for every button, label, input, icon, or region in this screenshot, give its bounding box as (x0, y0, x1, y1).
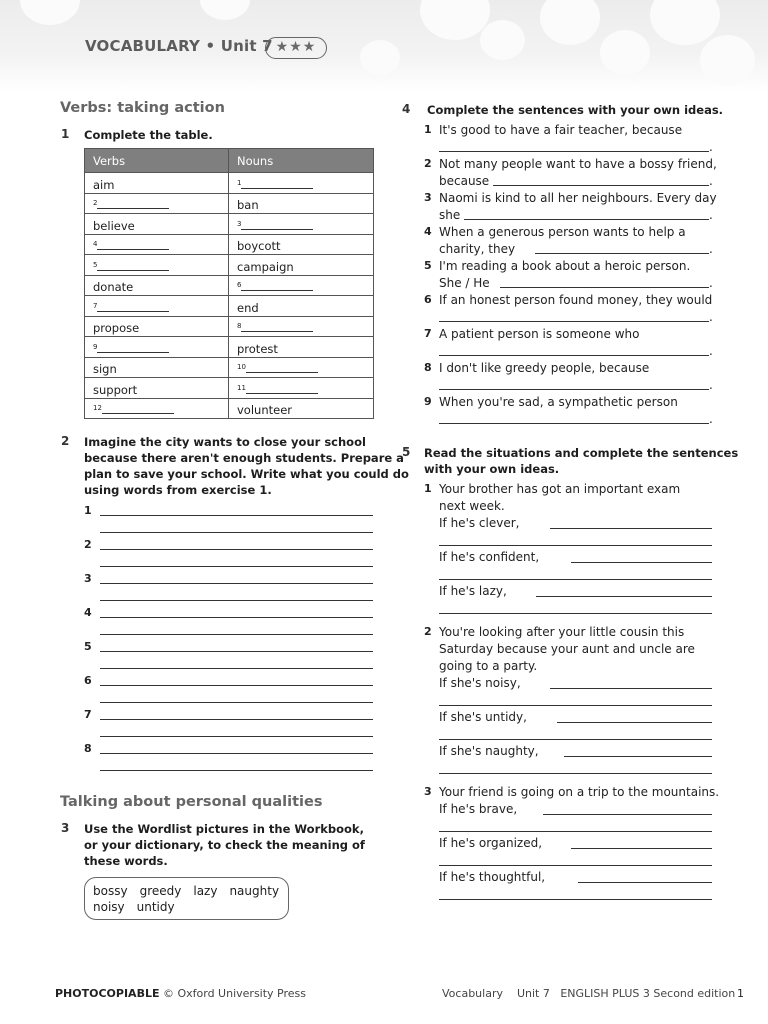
item-text: When you're sad, a sympathetic person (439, 395, 678, 409)
verb-text: donate (93, 280, 134, 294)
answer-blank[interactable] (97, 239, 169, 250)
blank-number: 11 (237, 383, 246, 392)
situation-number: 2 (424, 625, 432, 638)
blank-number: 12 (93, 404, 102, 412)
unit-title: VOCABULARY • Unit 7 (85, 37, 273, 55)
exercise-1-instruction: Complete the table. (84, 128, 213, 142)
answer-line[interactable] (100, 532, 373, 533)
item-number: 1 (424, 123, 432, 136)
answer-blank[interactable] (241, 219, 313, 230)
situation-text: Your brother has got an important exam (439, 482, 681, 496)
item-text: charity, they (439, 242, 516, 256)
exercise-5-instruction: Read the situations and complete the sentences with your own ideas. (424, 446, 739, 476)
situation-text: Your friend is going on a trip to the mountains. (439, 785, 720, 799)
answer-blank[interactable] (241, 321, 313, 332)
item-text: Naomi is kind to all her neighbours. Every day (439, 191, 717, 205)
blank-number: 2 (93, 199, 98, 207)
verb-cell (85, 214, 229, 235)
answer-line[interactable] (100, 651, 373, 652)
answer-blank[interactable] (246, 362, 318, 373)
page-number: 1 (737, 987, 744, 1000)
answer-line[interactable] (439, 705, 712, 706)
section-title-personal-qualities: Talking about personal qualities (60, 794, 323, 810)
answer-line[interactable] (439, 773, 712, 774)
item-text: because (439, 174, 490, 188)
answer-line[interactable] (439, 739, 712, 740)
answer-line[interactable] (493, 185, 709, 186)
exercise-2-number: 2 (61, 434, 70, 448)
difficulty-stars: ★★★ (265, 37, 327, 59)
table-row (85, 234, 374, 255)
item-text: Not many people want to have a bossy friend, (439, 157, 717, 171)
item-number: 2 (424, 157, 432, 170)
exercise-5-number: 5 (402, 445, 411, 459)
situation-text: next week. (439, 499, 505, 513)
noun-cell (229, 296, 374, 317)
answer-line[interactable] (100, 685, 373, 686)
verb-cell (85, 234, 229, 255)
noun-cell (229, 214, 374, 235)
word-naughty: naughty (229, 884, 280, 898)
exercise-4-number: 4 (402, 102, 411, 116)
table-row (85, 398, 374, 419)
situation-text: You're looking after your little cousin this (439, 625, 685, 639)
answer-number: 6 (84, 674, 92, 687)
prompt-text: If he's thoughtful, (439, 870, 546, 884)
verb-text: sign (93, 362, 117, 376)
word-untidy: untidy (136, 900, 175, 914)
sentence-period: . (709, 174, 713, 188)
answer-line[interactable] (100, 736, 373, 737)
answer-line[interactable] (439, 831, 712, 832)
answer-number: 2 (84, 538, 92, 551)
item-text: I don't like greedy people, because (439, 361, 650, 375)
exercise-1-number: 1 (61, 127, 70, 141)
footer-book-info: Vocabulary Unit 7 ENGLISH PLUS 3 Second edition (442, 987, 736, 1000)
blank-number: 4 (93, 240, 98, 248)
answer-line[interactable] (500, 287, 709, 288)
answer-line[interactable] (439, 865, 712, 866)
item-text: I'm reading a book about a heroic person. (439, 259, 691, 273)
word-greedy: greedy (139, 884, 182, 898)
answer-number: 8 (84, 742, 92, 755)
table-row (85, 255, 374, 276)
answer-line[interactable] (100, 770, 373, 771)
table-row (85, 296, 374, 317)
sentence-period: . (709, 242, 713, 256)
answer-line[interactable] (439, 355, 709, 356)
answer-number: 7 (84, 708, 92, 721)
table-row (85, 378, 374, 399)
table-row (85, 316, 374, 337)
answer-line[interactable] (439, 423, 709, 424)
answer-line[interactable] (100, 549, 373, 550)
noun-cell (229, 378, 374, 399)
answer-line[interactable] (439, 151, 709, 152)
answer-line[interactable] (100, 583, 373, 584)
answer-line[interactable] (564, 756, 712, 757)
answer-line[interactable] (100, 702, 373, 703)
table-row (85, 193, 374, 214)
verb-text: believe (93, 218, 135, 233)
item-number: 4 (424, 225, 432, 238)
footer-left (55, 987, 306, 1000)
answer-number: 4 (84, 606, 92, 619)
blank-number: 8 (237, 322, 242, 330)
noun-cell (229, 193, 374, 214)
sentence-period: . (709, 140, 713, 154)
table-row (85, 275, 374, 296)
blank-number: 6 (237, 281, 242, 289)
answer-line[interactable] (571, 848, 712, 849)
answer-blank[interactable] (246, 383, 318, 394)
blank-number: 9 (93, 342, 98, 351)
verb-cell (85, 316, 229, 337)
answer-blank[interactable] (97, 342, 169, 353)
item-text: If an honest person found money, they would (439, 293, 713, 307)
table-row (85, 214, 374, 235)
item-number: 9 (424, 395, 432, 408)
answer-line[interactable] (578, 882, 712, 883)
situation-number: 3 (424, 785, 432, 798)
noun-cell (229, 234, 374, 255)
answer-line[interactable] (100, 600, 373, 601)
word-bossy: bossy (93, 884, 128, 898)
answer-line[interactable] (100, 753, 373, 754)
verb-cell (85, 296, 229, 317)
table-row (85, 357, 374, 378)
blank-number: 7 (93, 301, 98, 310)
photocopiable-label: PHOTOCOPIABLE (55, 987, 160, 1000)
answer-line[interactable] (536, 596, 712, 597)
prompt-text: If she's naughty, (439, 744, 539, 758)
answer-line[interactable] (439, 899, 712, 900)
blank-number: 3 (237, 219, 242, 228)
answer-line[interactable] (464, 219, 709, 220)
noun-text: boycott (237, 239, 281, 253)
noun-text: ban (237, 198, 259, 212)
answer-line[interactable] (550, 688, 712, 689)
exercise-3-instruction: Use the Wordlist pictures in the Workbook, or your dictionary, to check the meaning of these words. (84, 822, 365, 868)
answer-number: 3 (84, 572, 92, 585)
item-number: 3 (424, 191, 432, 204)
answer-blank[interactable] (97, 301, 169, 312)
table-row (85, 173, 374, 194)
noun-cell (229, 173, 374, 194)
noun-cell (229, 337, 374, 358)
answer-line[interactable] (535, 253, 709, 254)
item-text: She / He (439, 276, 490, 290)
nouns-header: Nouns (229, 149, 374, 173)
answer-line[interactable] (100, 634, 373, 635)
verb-cell (85, 193, 229, 214)
prompt-text: If he's confident, (439, 550, 540, 564)
noun-text: campaign (237, 259, 294, 274)
word-noisy: noisy (93, 900, 125, 914)
answer-line[interactable] (439, 321, 709, 322)
sentence-period: . (709, 310, 713, 324)
item-text: When a generous person wants to help a (439, 225, 686, 239)
answer-line[interactable] (439, 545, 712, 546)
answer-blank[interactable] (97, 260, 169, 271)
prompt-text: If he's organized, (439, 836, 543, 850)
item-text: she (439, 208, 461, 222)
prompt-text: If she's noisy, (439, 676, 521, 690)
noun-cell (229, 357, 374, 378)
answer-line[interactable] (100, 719, 373, 720)
wordlist-box (84, 877, 289, 920)
verbs-nouns-table (84, 148, 374, 419)
verb-cell (85, 275, 229, 296)
answer-number: 5 (84, 640, 92, 653)
answer-blank[interactable] (241, 280, 313, 291)
noun-text: protest (237, 341, 278, 356)
answer-blank[interactable] (102, 403, 174, 414)
answer-blank[interactable] (241, 178, 313, 189)
noun-cell (229, 316, 374, 337)
answer-line[interactable] (543, 814, 712, 815)
noun-text: end (237, 300, 259, 315)
page-header (0, 0, 768, 92)
item-number: 7 (424, 327, 432, 340)
answer-line[interactable] (550, 528, 712, 529)
prompt-text: If she's untidy, (439, 710, 527, 724)
noun-text: volunteer (237, 403, 293, 417)
prompt-text: If he's lazy, (439, 584, 507, 598)
sentence-period: . (709, 208, 713, 222)
table-row (85, 337, 374, 358)
verb-cell (85, 357, 229, 378)
situation-text: Saturday because your aunt and uncle are (439, 642, 695, 656)
verb-cell (85, 398, 229, 419)
noun-cell (229, 398, 374, 419)
noun-cell (229, 255, 374, 276)
sentence-period: . (709, 378, 713, 392)
item-number: 6 (424, 293, 432, 306)
verbs-header: Verbs (85, 149, 229, 173)
verb-text: support (93, 382, 138, 397)
verb-cell (85, 173, 229, 194)
verb-text: propose (93, 321, 140, 335)
item-text: A patient person is someone who (439, 327, 640, 341)
answer-line[interactable] (100, 515, 373, 516)
blank-number: 10 (237, 363, 246, 371)
item-number: 8 (424, 361, 432, 374)
exercise-4-instruction: Complete the sentences with your own ideas. (427, 103, 724, 117)
situation-number: 1 (424, 482, 432, 495)
answer-line[interactable] (100, 566, 373, 567)
sentence-period: . (709, 344, 713, 358)
exercise-3-number: 3 (61, 821, 70, 835)
section-title-verbs: Verbs: taking action (60, 100, 225, 116)
prompt-text: If he's clever, (439, 516, 520, 530)
answer-line[interactable] (439, 579, 712, 580)
noun-cell (229, 275, 374, 296)
verb-text: aim (93, 177, 115, 192)
answer-number: 1 (84, 504, 92, 517)
situation-text: going to a party. (439, 659, 538, 673)
answer-line[interactable] (439, 389, 709, 390)
answer-line[interactable] (439, 613, 712, 614)
answer-line[interactable] (571, 562, 712, 563)
verb-cell (85, 378, 229, 399)
answer-blank[interactable] (97, 198, 169, 209)
verb-cell (85, 255, 229, 276)
answer-line[interactable] (557, 722, 712, 723)
answer-line[interactable] (100, 617, 373, 618)
item-number: 5 (424, 259, 432, 272)
sentence-period: . (709, 412, 713, 426)
verb-cell (85, 337, 229, 358)
blank-number: 5 (93, 260, 98, 269)
prompt-text: If he's brave, (439, 802, 518, 816)
sentence-period: . (709, 276, 713, 290)
word-lazy: lazy (193, 884, 218, 898)
answer-line[interactable] (100, 668, 373, 669)
blank-number: 1 (237, 178, 242, 187)
publisher-label: © Oxford University Press (162, 987, 306, 1000)
exercise-2-instruction: Imagine the city wants to close your school because there aren't enough students. Prepare a plan to save your school. Write what you could do using words from exercise 1. (84, 435, 409, 497)
item-text: It's good to have a fair teacher, because (439, 123, 683, 137)
